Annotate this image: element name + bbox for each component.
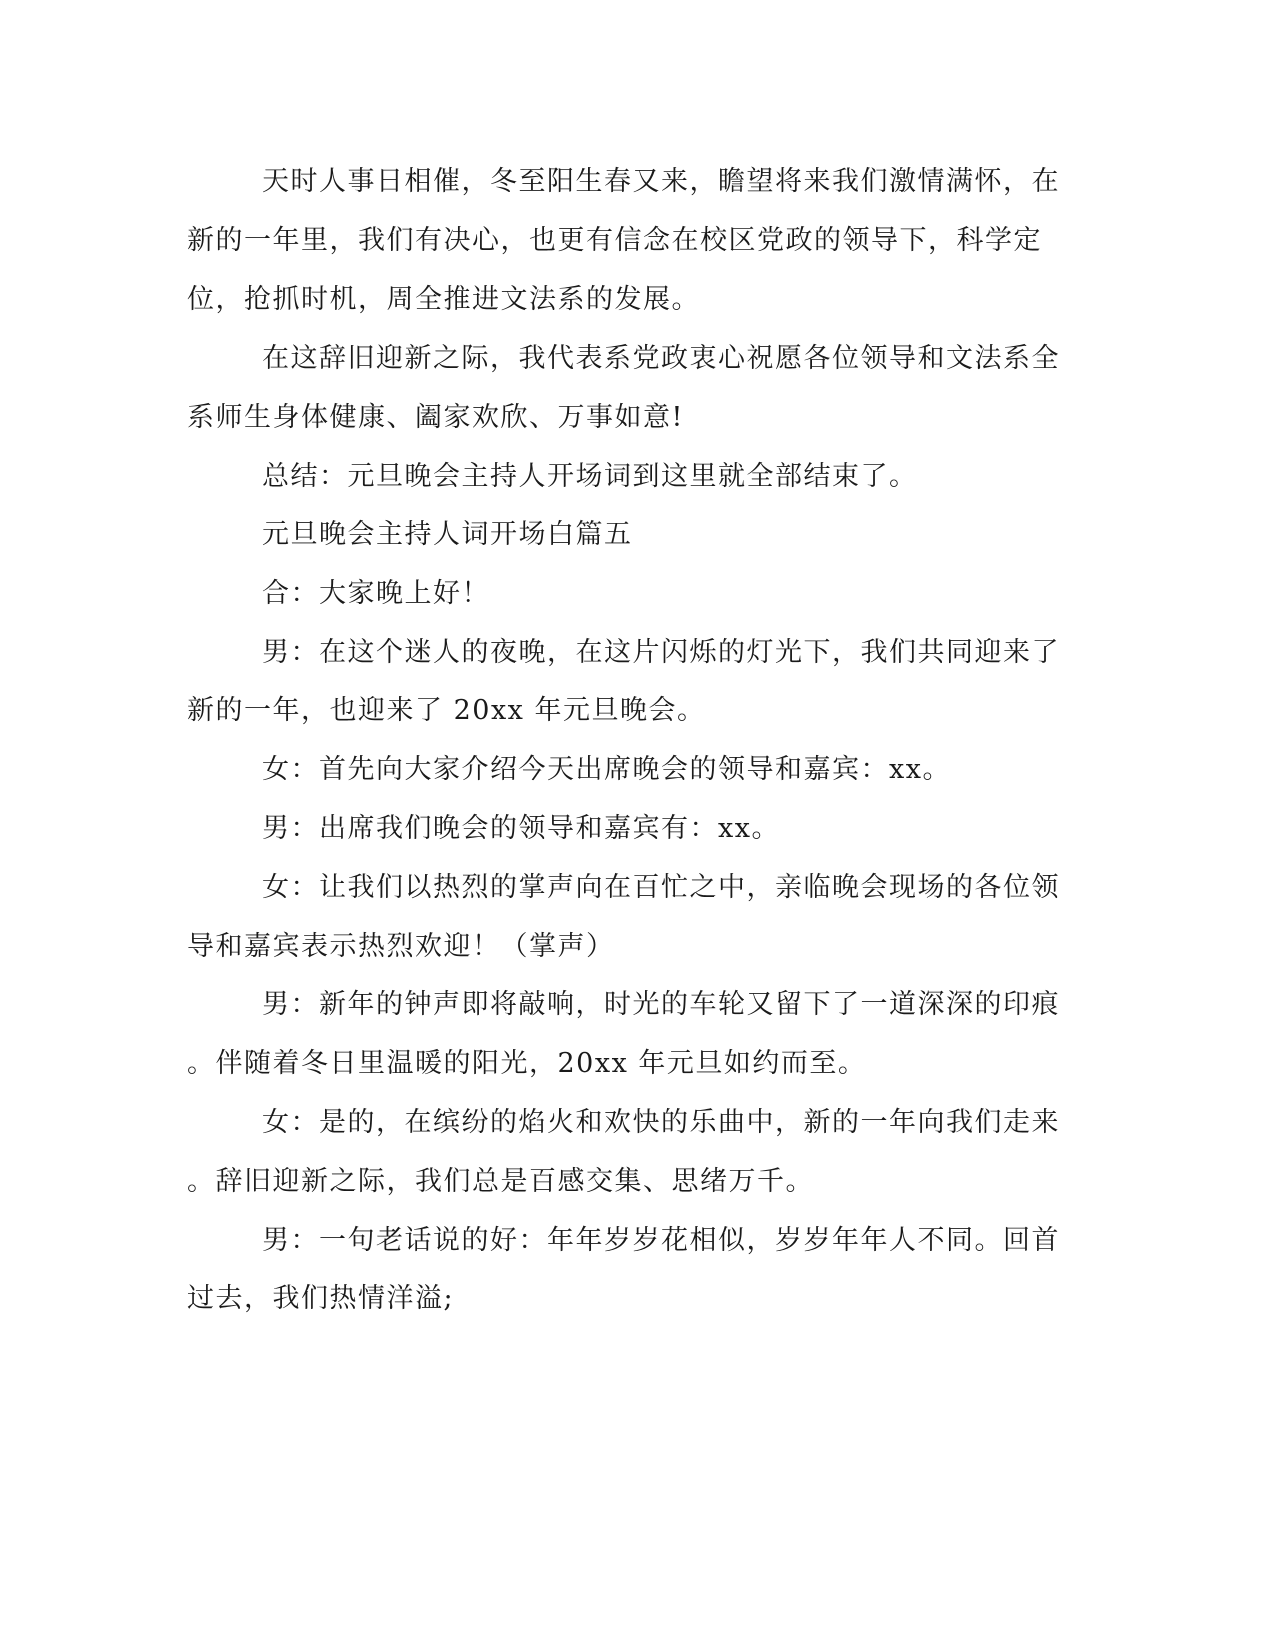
section-heading: 元旦晚会主持人词开场白篇五 <box>262 519 633 550</box>
text-line: 男：一句老话说的好：年年岁岁花相似，岁岁年年人不同。回首 <box>262 1225 1060 1256</box>
text-line: 。伴随着冬日里温暖的阳光，20xx 年元旦如约而至。 <box>187 1048 867 1079</box>
text-line: 女：让我们以热烈的掌声向在百忙之中，亲临晚会现场的各位领 <box>262 872 1060 903</box>
text-line: 新的一年里，我们有决心，也更有信念在校区党政的领导下，科学定 <box>187 225 1042 256</box>
text-line: 过去，我们热情洋溢; <box>187 1283 455 1314</box>
text-line: 女：是的，在缤纷的焰火和欢快的乐曲中，新的一年向我们走来 <box>262 1107 1060 1138</box>
text-line: 导和嘉宾表示热烈欢迎！（掌声） <box>187 931 615 962</box>
text-line: 女：首先向大家介绍今天出席晚会的领导和嘉宾：xx。 <box>262 754 951 785</box>
text-line: 总结：元旦晚会主持人开场词到这里就全部结束了。 <box>262 461 918 492</box>
text-line: 男：新年的钟声即将敲响，时光的车轮又留下了一道深深的印痕 <box>262 989 1060 1020</box>
text-line: 系师生身体健康、阖家欢欣、万事如意! <box>187 402 684 433</box>
text-line: 合：大家晚上好！ <box>262 578 490 609</box>
text-line: 位，抢抓时机，周全推进文法系的发展。 <box>187 284 700 315</box>
text-line: 。辞旧迎新之际，我们总是百感交集、思绪万千。 <box>187 1166 814 1197</box>
text-line: 男：在这个迷人的夜晚，在这片闪烁的灯光下，我们共同迎来了 <box>262 637 1060 668</box>
text-line: 男：出席我们晚会的领导和嘉宾有：xx。 <box>262 813 780 844</box>
text-line: 新的一年，也迎来了 20xx 年元旦晚会。 <box>187 695 706 726</box>
text-line: 在这辞旧迎新之际，我代表系党政衷心祝愿各位领导和文法系全 <box>262 343 1060 374</box>
text-line: 天时人事日相催，冬至阳生春又来，瞻望将来我们激情满怀，在 <box>262 166 1060 197</box>
